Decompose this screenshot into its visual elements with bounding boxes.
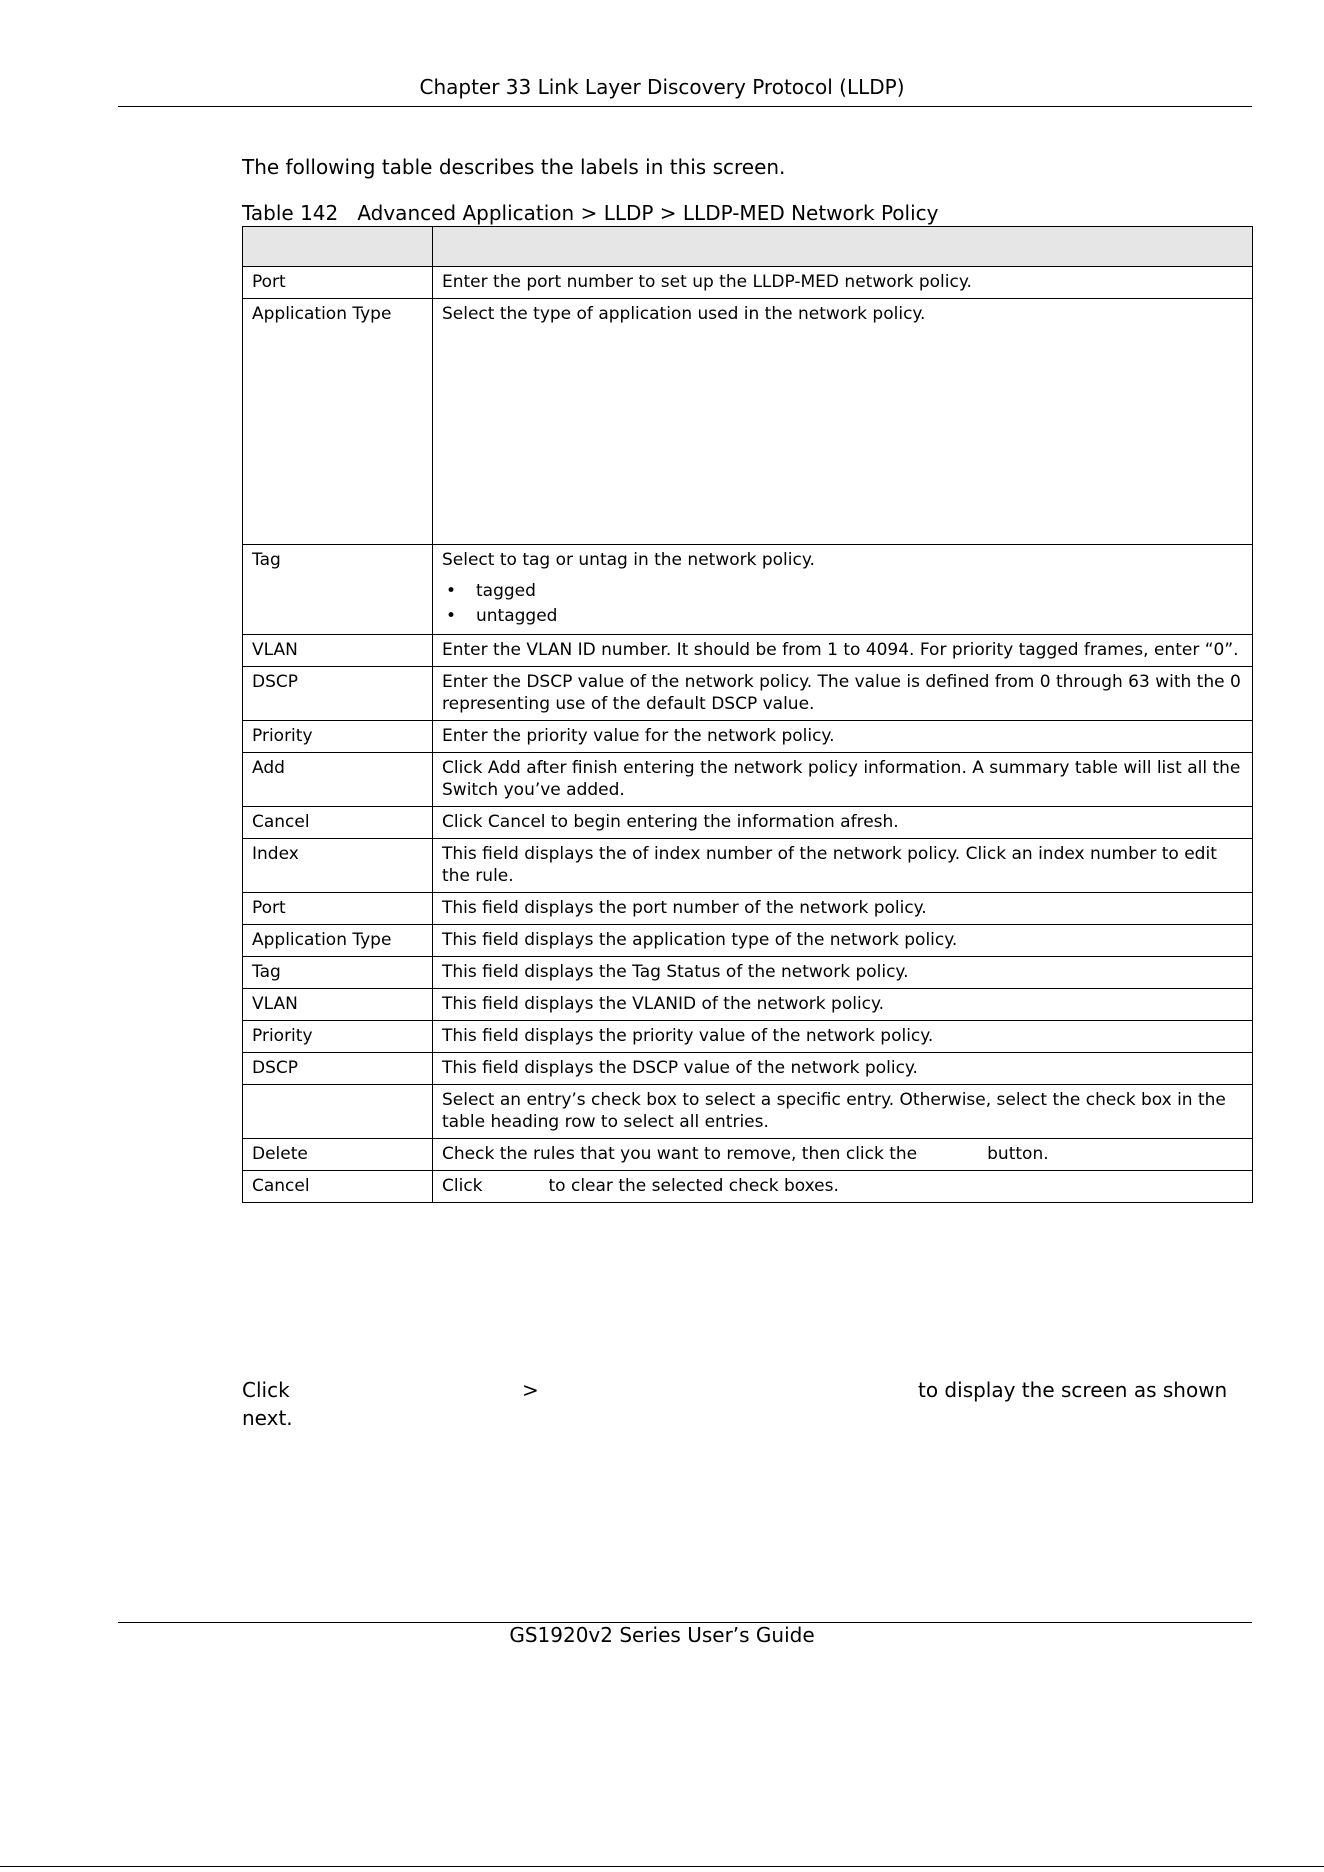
table-row (243, 667, 1253, 721)
row-label: Port (243, 267, 433, 299)
row-description: This field displays the port number of the network policy. (433, 893, 1253, 925)
table-row (243, 807, 1253, 839)
table-row (243, 1021, 1253, 1053)
row-description: This field displays the VLANID of the network policy. (433, 989, 1253, 1021)
row-label: DSCP (243, 1053, 433, 1085)
list-item: • untagged (476, 604, 1243, 629)
row-description: This field displays the Tag Status of the network policy. (433, 957, 1253, 989)
table-row (243, 721, 1253, 753)
row-label: Priority (243, 721, 433, 753)
table-row (243, 545, 1253, 635)
row-label (243, 1085, 433, 1139)
row-label: Tag (243, 545, 433, 635)
row-description (433, 1139, 1253, 1171)
row-label: Delete (243, 1139, 433, 1171)
intro-text: The following table describes the labels in this screen. (242, 155, 786, 179)
row-label: VLAN (243, 635, 433, 667)
table-row (243, 635, 1253, 667)
row-label: Cancel (243, 807, 433, 839)
row-description (433, 1171, 1253, 1203)
table-row (243, 299, 1253, 545)
table-row (243, 893, 1253, 925)
table-row (243, 925, 1253, 957)
row-description-text: Click (442, 1176, 483, 1196)
list-item: • tagged (476, 579, 1243, 604)
table-row (243, 1139, 1253, 1171)
table-caption: Table 142 Advanced Application > LLDP > LLDP-MED Network Policy (242, 201, 939, 225)
page-bottom-rule (0, 1866, 1324, 1867)
row-description: This field displays the of index number of the network policy. Click an index number to edit the rule. (433, 839, 1253, 893)
table-row (243, 1085, 1253, 1139)
labels-table (242, 226, 1253, 1203)
row-description: Click Add after finish entering the network policy information. A summary table will list all the Switch you’ve added. (433, 753, 1253, 807)
table-row (243, 1053, 1253, 1085)
row-description: This field displays the priority value of the network policy. (433, 1021, 1253, 1053)
instruction-click: Click (242, 1378, 290, 1402)
table-row (243, 267, 1253, 299)
table-row (243, 839, 1253, 893)
row-description: Select an entry’s check box to select a specific entry. Otherwise, select the check box in the table heading row to select all entries. (433, 1085, 1253, 1139)
row-description: Enter the port number to set up the LLDP-MED network policy. (433, 267, 1253, 299)
row-label: Application Type (243, 299, 433, 545)
label-column-header (243, 227, 433, 267)
row-description: Enter the VLAN ID number. It should be from 1 to 4094. For priority tagged frames, enter “0”. (433, 635, 1253, 667)
row-description: This field displays the DSCP value of the network policy. (433, 1053, 1253, 1085)
row-description-text: to clear the selected check boxes. (548, 1176, 839, 1196)
row-description (433, 545, 1253, 635)
row-description-text: Check the rules that you want to remove, then click the (442, 1144, 918, 1164)
row-description: Enter the priority value for the network policy. (433, 721, 1253, 753)
row-description-text: Select to tag or untag in the network policy. (442, 550, 815, 570)
table-row (243, 957, 1253, 989)
row-label: Priority (243, 1021, 433, 1053)
instruction-separator: > (522, 1378, 539, 1402)
table-row (243, 1171, 1253, 1203)
row-label: Port (243, 893, 433, 925)
tag-options-list (442, 579, 1243, 629)
description-column-header (433, 227, 1253, 267)
row-label: VLAN (243, 989, 433, 1021)
row-label: Add (243, 753, 433, 807)
row-description: Click Cancel to begin entering the information afresh. (433, 807, 1253, 839)
footer-guide-title: GS1920v2 Series User’s Guide (509, 1623, 815, 1647)
row-label: Application Type (243, 925, 433, 957)
chapter-header: Chapter 33 Link Layer Discovery Protocol (LLDP) (419, 75, 905, 99)
table-row (243, 753, 1253, 807)
instruction-tail: to display the screen as shown (918, 1378, 1228, 1402)
header-rule (118, 106, 1252, 107)
row-label: Cancel (243, 1171, 433, 1203)
instruction-next: next. (242, 1406, 293, 1430)
table-header-row (243, 227, 1253, 267)
row-label: DSCP (243, 667, 433, 721)
row-description-text: button. (987, 1144, 1049, 1164)
row-description: Select the type of application used in the network policy. (433, 299, 1253, 545)
row-description: Enter the DSCP value of the network policy. The value is defined from 0 through 63 with the 0 representing use of the default DSCP value. (433, 667, 1253, 721)
row-label: Index (243, 839, 433, 893)
table-row (243, 989, 1253, 1021)
row-description: This field displays the application type of the network policy. (433, 925, 1253, 957)
row-label: Tag (243, 957, 433, 989)
